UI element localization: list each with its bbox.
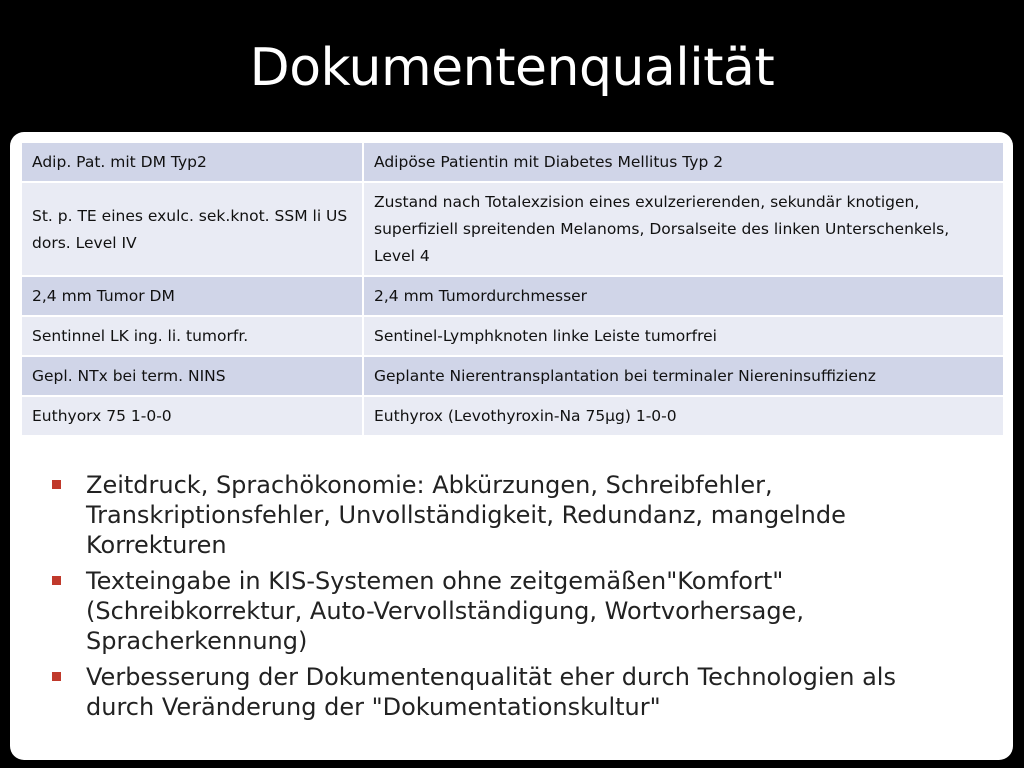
bullet-item (50, 566, 970, 656)
square-bullet-icon (52, 672, 61, 681)
table-row (21, 356, 1004, 396)
abbreviation-cell: Sentinnel LK ing. li. tumorfr. (21, 316, 363, 356)
abbreviation-cell: Adip. Pat. mit DM Typ2 (21, 142, 363, 182)
bullet-list (50, 470, 970, 728)
slide-title: Dokumentenqualität (249, 38, 775, 98)
abbreviation-cell: St. p. TE eines exulc. sek.knot. SSM li US dors. Level IV (21, 182, 363, 276)
bullet-item (50, 662, 970, 722)
square-bullet-icon (52, 576, 61, 585)
table-row (21, 276, 1004, 316)
bullet-text: Verbesserung der Dokumentenqualität eher durch Technologien als durch Veränderung der "Dokumentationskultur" (86, 663, 896, 721)
table-row (21, 316, 1004, 356)
bullet-text: Zeitdruck, Sprachökonomie: Abkürzungen, Schreibfehler, Transkriptionsfehler, Unvollständigkeit, Redundanz, mangelnde Korrekturen (86, 471, 846, 559)
abbreviation-cell: 2,4 mm Tumor DM (21, 276, 363, 316)
table-row (21, 142, 1004, 182)
table-row (21, 182, 1004, 276)
abbreviation-cell: Euthyorx 75 1-0-0 (21, 396, 363, 436)
bullet-text: Texteingabe in KIS-Systemen ohne zeitgemäßen"Komfort" (Schreibkorrektur, Auto-Vervollständigung, Wortvorhersage, Spracherkennung) (86, 567, 804, 655)
abbreviation-table (20, 141, 1005, 437)
bullet-item (50, 470, 970, 560)
expansion-cell: Sentinel-Lymphknoten linke Leiste tumorfrei (363, 316, 1004, 356)
abbreviation-cell: Gepl. NTx bei term. NINS (21, 356, 363, 396)
table-row (21, 396, 1004, 436)
expansion-cell: Adipöse Patientin mit Diabetes Mellitus Typ 2 (363, 142, 1004, 182)
square-bullet-icon (52, 480, 61, 489)
expansion-cell: Geplante Nierentransplantation bei terminaler Niereninsuffizienz (363, 356, 1004, 396)
expansion-cell: Zustand nach Totalexzision eines exulzerierenden, sekundär knotigen, superfiziell spreitenden Melanoms, Dorsalseite des linken Unterschenkels, Level 4 (363, 182, 1004, 276)
expansion-cell: 2,4 mm Tumordurchmesser (363, 276, 1004, 316)
expansion-cell: Euthyrox (Levothyroxin-Na 75µg) 1-0-0 (363, 396, 1004, 436)
